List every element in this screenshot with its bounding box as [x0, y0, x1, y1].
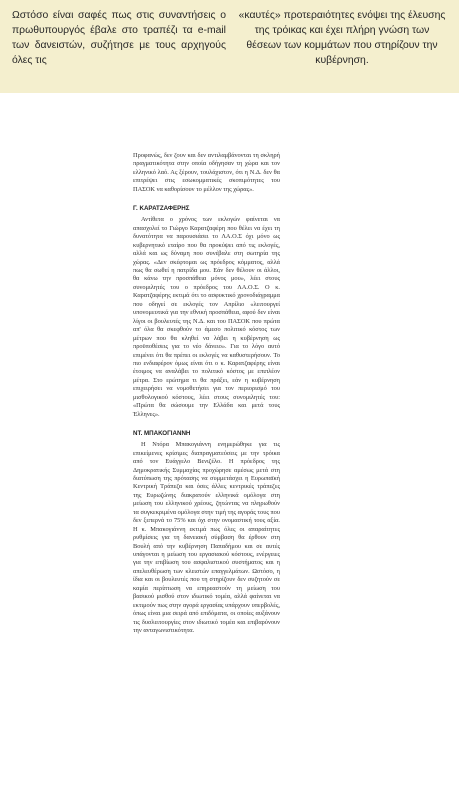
- section-body-bakoyannis: Η Ντόρα Μπακογιάννη ενημερώθηκε για τις επικείμενες κρίσιμες διαπραγματεύσεις με την τρόικα από τον Ευάγγελο Βενιζέλο. Η πρόεδρος της Δημοκρατικής Συμμαχίας προχώρησε αμέσως μετά στη διατύπωση της πρότασης να συμμετάσχει η Ευρωπαϊκή Κεντρική Τράπεζα και όσες άλλες κεντρικές τράπεζες της Ευρωζώνης διακρατούν ελληνικά ομόλογα στη μείωση του ελληνικού χρέους, ζητώντας να πληρωθούν τα συγκεκριμένα ομόλογα στην τιμή της αγοράς τους που δεν ξεπερνά το 75% και όχι στην ονομαστική τους αξία. Η κ. Μπακογιάννη εκτιμά πως όλες οι απαραίτητες ρυθμίσεις για τη δανειακή σύμβαση θα έρθουν στη Βουλή από την κυβέρνηση Παπαδήμου και σε αυτές υπάγονται η μείωση του εργασιακού κόστους, ενέργειες για την επιβίωση του ασφαλιστικού συστήματος και η απελευθέρωση των κλειστών επαγγελμάτων. Ωστόσο, η ίδια και οι βουλευτές που τη στηρίζουν δεν συζητούν σε καμία περίπτωση να επηρεαστούν τη μείωση του βασικού μισθού στον ιδιωτικό τομέα, αλλά φαίνεται να εκτιμούν πως στην αγορά εργασίας υπάρχουν υπερβολές, όπως είναι μια σειρά από επιδόματα, οι οποίες αυξάνουν τις δυσλειτουργίες στον ιδιωτικό τομέα και επιβαρύνουν την ανταγωνιστικότητα.: [133, 441, 280, 635]
- lead-column-left: [12, 8, 226, 68]
- lead-text-right: «καυτές» προτεραιότητες ενόψει της έλευσης της τρόικας και έχει πλήρη γνώση των θέσεων των κομμάτων που στηρίζουν την κυβέρνηση.: [238, 10, 446, 66]
- lead-text-left: Ωστόσο είναι σαφές πως στις συναντήσεις ο πρωθυπουργός έβαλε στο τραπέζι τα e-mail των δανειστών, συζήτησε με τους αρχηγούς όλες τις: [12, 10, 226, 66]
- intro-paragraph: Προφανώς, δεν ζουν και δεν αντιλαμβάνονται τη σκληρή πραγματικότητα στην οποία οδήγησαν τη χώρα και τον ελληνικό λαό. Ας ξέρουν, τουλάχιστον, ότι η Ν.Δ. δεν θα επιτρέψει στις εσωκομματικές σκοπιμότητες του ΠΑΣΟΚ να καθορίσουν το μέλλον της χώρας».: [133, 152, 280, 193]
- section-heading-bakoyannis: ΝΤ. ΜΠΑΚΟΓΙΑΝΝΗ: [133, 430, 191, 438]
- section-heading-karatzaferis: Γ. ΚΑΡΑΤΖΑΦΕΡΗΣ: [133, 205, 190, 213]
- lead-box: [0, 0, 459, 93]
- article-column: [133, 152, 280, 636]
- section-body-karatzaferis: Αντίθετα ο χρόνος των εκλογών φαίνεται να απασχολεί το Γιώργο Καρατζαφέρη που θέλει να έχει τη δυνατότητα να παρουσιάσει το ΛΑ.Ο.Σ όχι μόνο ως κυβερνητικό εταίρο που θα προκύψει από τις εκλογές, αλλά και ως δύναμη που συνέβαλε στη σωτηρία της χώρας. «Δεν σκέφτομαι ως πρόεδρος κόμματος, αλλά πως θα σωθεί η πατρίδα μου. Εάν δεν θέλουν οι άλλοι, θα κάνω την προσπάθεια μόνος μου», λέει στους συνομιλητές του ο πρόεδρος του ΛΑ.Ο.Σ. Ο κ. Καρατζαφέρης εκτιμά ότι το ασφυκτικό χρονοδιάγραμμα που οδηγεί σε εκλογές τον Απρίλιο «λειτουργεί υπονομευτικά για την εθνική προσπάθεια, αφού δεν είναι λίγοι οι βουλευτές της Ν.Δ. και του ΠΑΣΟΚ που πρώτα απ' όλα θα σκεφθούν το άμεσο πολιτικό κόστος των μέτρων που θα κληθεί να λάβει η κυβέρνηση ως προϋποθέσεις για το νέο δάνειο». Για το λόγο αυτό επιμένει ότι θα πρέπει οι εκλογές να καθυστερήσουν. Το πιο ενδιαφέρον όμως είναι ότι ο κ. Καρατζαφέρης είναι έτοιμος να αναλάβει το πολιτικό κόστος με επιπλέον μέτρα. Στο ερώτημα τι θα πράξει, εάν η κυβέρνηση επιχειρήσει να νομοθετήσει για τον περιορισμό του μισθολογικού κόστους, λέει στους συνομιλητές του: «Πρώτα θα σώσουμε την Ελλάδα και μετά τους Έλληνες».: [133, 216, 280, 418]
- lead-column-right: [236, 8, 448, 68]
